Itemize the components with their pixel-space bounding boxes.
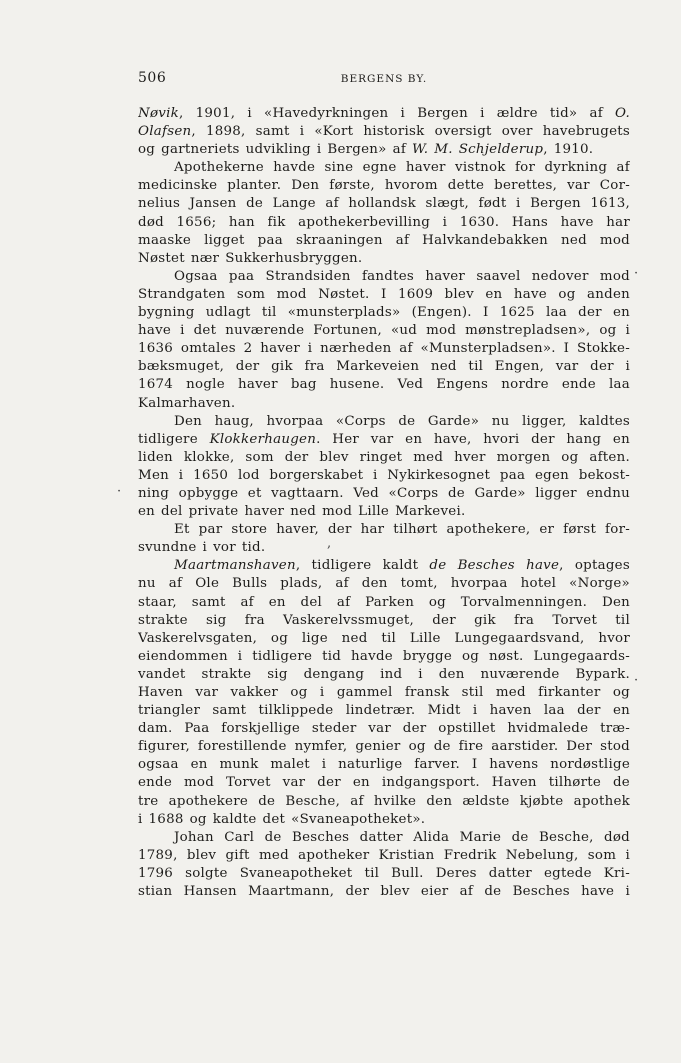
text-line: ogsaa en munk malet i naturlige farver. I havens nordøstlige bbox=[138, 757, 630, 773]
text-line: og gartneriets udvikling i Bergen» af W. M. Schjelderup, 1910. bbox=[138, 142, 594, 158]
text-line: figurer, forestillende nymfer, genier og de fire aarstider. Der stod bbox=[138, 739, 630, 755]
text-line: Apothekerne havde sine egne haver vistnok for dyrkning af bbox=[174, 160, 630, 176]
text-line: Nøvik, 1901, i «Havedyrkningen i Bergen i ældre tid» af O. bbox=[138, 106, 630, 121]
text-line: Kalmarhaven. bbox=[138, 395, 236, 411]
text-line: staar, samt af en del af Parken og Torvalmenningen. Den bbox=[138, 594, 630, 610]
text-line: en del private haver ned mod Lille Markevei. bbox=[138, 504, 466, 520]
text-line: bæksmuget, der gik fra Markeveien ned til Engen, var der i bbox=[138, 359, 630, 375]
margin-mark: , bbox=[327, 536, 332, 551]
text-line: Den haug, hvorpaa «Corps de Garde» nu ligger, kaldtes bbox=[174, 413, 630, 429]
text-line: bygning udlagt til «munsterplads» (Engen). I 1625 laa der en bbox=[138, 305, 630, 321]
text-line: 1789, blev gift med apotheker Kristian Fredrik Nebelung, som i bbox=[138, 847, 630, 863]
text-line: død 1656; han fik apothekerbevilling i 1630. Hans have har bbox=[138, 214, 630, 230]
text-line: Maartmanshaven, tidligere kaldt de Besches have, optages bbox=[174, 558, 630, 574]
text-line: Men i 1650 lod borgerskabet i Nykirkesognet paa egen bekost- bbox=[138, 467, 630, 483]
text-line: 1636 omtales 2 haver i nærheden af «Munsterpladsen». I Stokke- bbox=[138, 341, 630, 357]
text-line: strakte sig fra Vaskerelvssmuget, der gik fra Torvet til bbox=[138, 612, 630, 628]
text-line: have i det nuværende Fortunen, «ud mod mønstrepladsen», og i bbox=[138, 323, 630, 339]
margin-mark: · bbox=[117, 484, 122, 499]
text-line: medicinske planter. Den første, hvorom dette berettes, var Cor- bbox=[138, 178, 630, 194]
text-line: Ogsaa paa Strandsiden fandtes haver saavel nedover mod bbox=[174, 268, 630, 284]
text-line: Haven var vakker og i gammel fransk stil med firkanter og bbox=[138, 685, 630, 700]
text-line: vandet strakte sig dengang ind i den nuværende Bypark. bbox=[138, 666, 630, 682]
text-line: Et par store haver, der har tilhørt apothekere, er først for- bbox=[174, 522, 630, 538]
margin-mark: · bbox=[634, 673, 639, 688]
text-line: ning opbygge et vagttaarn. Ved «Corps de Garde» ligger endnu bbox=[138, 485, 630, 501]
page-number: 506 bbox=[138, 70, 167, 86]
text-line: Olafsen, 1898, samt i «Kort historisk oversigt over havebrugets bbox=[138, 124, 630, 140]
margin-mark: · bbox=[634, 266, 639, 281]
text-line: svundne i vor tid. bbox=[138, 540, 266, 556]
text-line: Strandgaten som mod Nøstet. I 1609 blev en have og anden bbox=[138, 286, 630, 302]
text-line: ende mod Torvet var der en indgangsport. Haven tilhørte de bbox=[138, 775, 630, 791]
text-line: 1674 nogle haver bag husene. Ved Engens nordre ende laa bbox=[138, 377, 630, 393]
text-line: liden klokke, som der blev ringet med hver morgen og aften. bbox=[138, 449, 630, 465]
text-line: i 1688 og kaldte det «Svaneapotheket». bbox=[138, 811, 426, 827]
text-line: maaske ligget paa skraaningen af Halvkandebakken ned mod bbox=[138, 232, 630, 248]
body-text bbox=[138, 105, 630, 901]
text-line: Nøstet nær Sukkerhusbryggen. bbox=[138, 250, 363, 266]
running-title: BERGENS BY. bbox=[340, 73, 428, 85]
text-line: 1796 solgte Svaneapotheket til Bull. Deres datter egtede Kri- bbox=[138, 865, 630, 881]
text-line: nelius Jansen de Lange af hollandsk slægt, født i Bergen 1613, bbox=[138, 196, 630, 212]
page-header bbox=[138, 70, 630, 88]
text-line: Vaskerelvsgaten, og lige ned til Lille Lungegaardsvand, hvor bbox=[138, 630, 630, 646]
text-line: tidligere Klokkerhaugen. Her var en have, hvori der hang en bbox=[138, 431, 630, 447]
text-line: nu af Ole Bulls plads, af den tomt, hvorpaa hotel «Norge» bbox=[138, 576, 630, 592]
text-line: eiendommen i tidligere tid havde brygge og nøst. Lungegaards- bbox=[138, 648, 630, 664]
text-line: stian Hansen Maartmann, der blev eier af de Besches have i bbox=[138, 884, 630, 900]
text-line: dam. Paa forskjellige steder var der opstillet hvidmalede træ- bbox=[138, 721, 630, 737]
text-line: tre apothekere de Besche, af hvilke den ældste kjøbte apothek bbox=[138, 793, 630, 809]
text-line: Johan Carl de Besches datter Alida Marie de Besche, død bbox=[174, 829, 630, 845]
text-line: triangler samt tilklippede lindetrær. Midt i haven laa der en bbox=[138, 703, 630, 719]
